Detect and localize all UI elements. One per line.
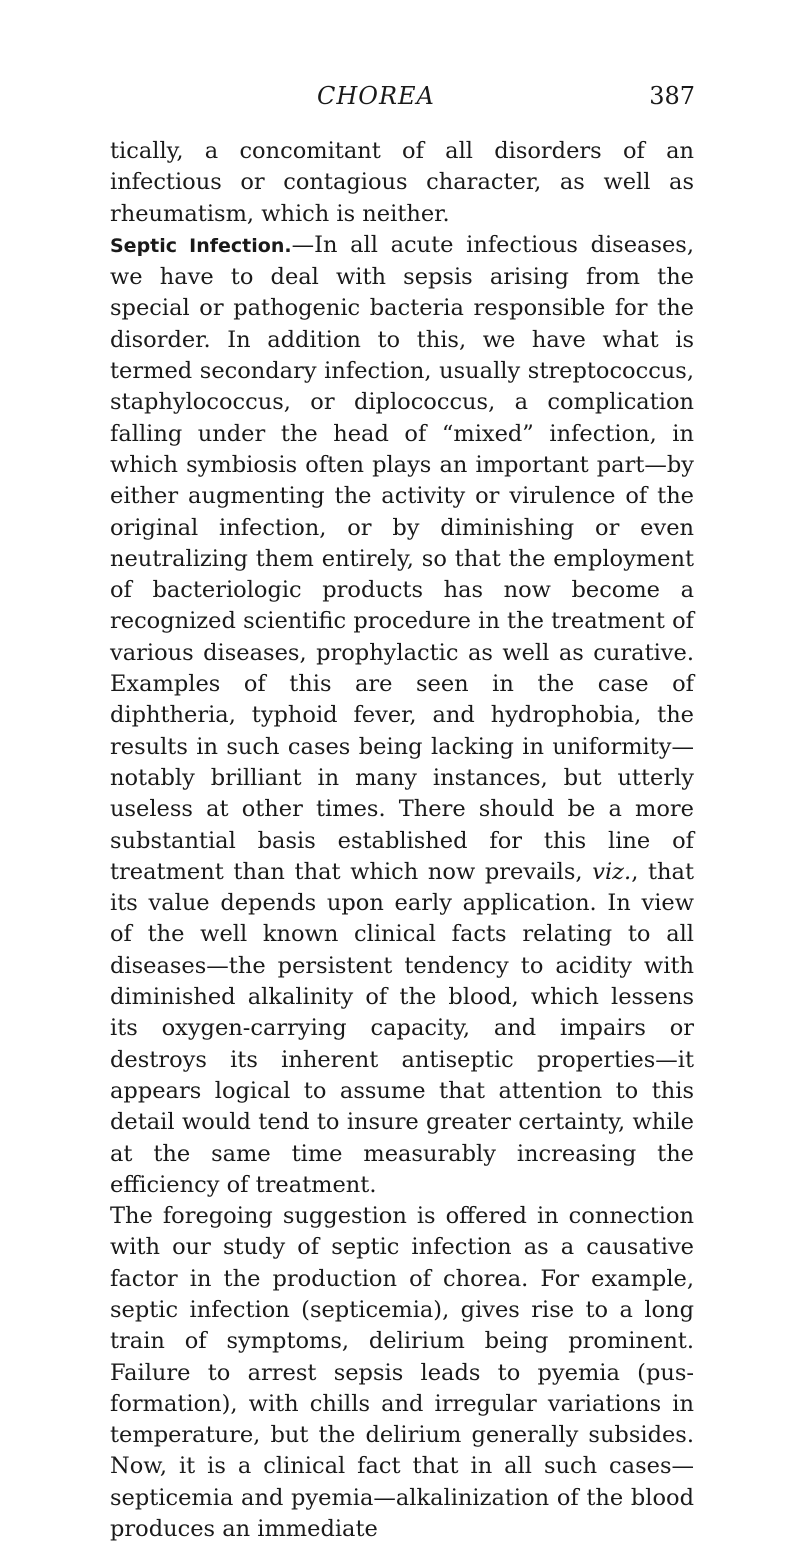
running-head: [110, 76, 695, 116]
body-text: [110, 136, 694, 1545]
page-number: 387: [649, 82, 695, 110]
paragraph-continuation: tically, a concomitant of all disorders of an infectious or contagious character, as well as rheumatism, which is neither.: [110, 138, 694, 227]
paragraph-foregoing-suggestion: The foregoing suggestion is offered in connection with our study of septic infection as a causative factor in the production of chorea. For example, septic infection (septicemia), gives rise to a long train of symptoms, delirium being prominent. Failure to arrest sepsis leads to pyemia (pus-formation), with chills and irregular variations in temperature, but the delirium generally subsides. Now, it is a clinical fact that in all such cases—septicemia and pyemia—alkalinization of the blood produces an immediate: [110, 1203, 694, 1543]
paragraph-text: —In all acute infectious diseases, we have to deal with sepsis arising from the special or pathogenic bacteria responsible for the disorder. In addition to this, we have what is termed secondary infection, usually streptococcus, staphylococcus, or diplococcus, a complication falling under the head of “mixed” infection, in which symbiosis often plays an important part—by either augmenting the activity or virulence of the original infection, or by diminishing or even neutralizing them entirely, so that the employment of bacteriologic products has now become a recognized scientific procedure in the treatment of various diseases, prophylactic as well as curative. Examples of this are seen in the case of diphtheria, typhoid fever, and hydrophobia, the results in such cases being lacking in uniformity—notably brilliant in many instances, but utterly useless at other times. There should be a more substantial basis established for this line of treatment than that which now prevails,: [110, 231, 694, 885]
paragraph-text: , that its value depends upon early application. In view of the well known clinical facts relating to all diseases—the persistent tendency to acidity with diminished alkalinity of the blood, which lessens its oxygen-carrying capacity, and impairs or destroys its inherent antiseptic properties—it appears logical to assume that attention to this detail would tend to insure greater certainty, while at the same time measurably increasing the efficiency of treatment.: [110, 858, 695, 1198]
section-heading: Septic Infection.: [110, 234, 292, 257]
paragraph-septic-infection: [110, 230, 694, 1201]
running-title: CHOREA: [317, 82, 435, 110]
italic-term: viz.: [592, 858, 632, 885]
